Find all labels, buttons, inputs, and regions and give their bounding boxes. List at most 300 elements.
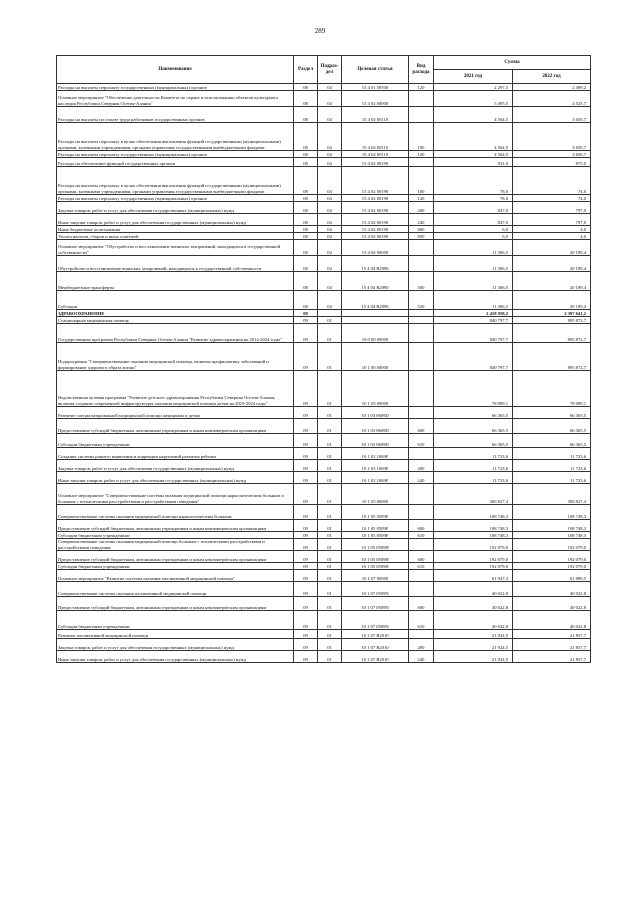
cell-podrazdel: 01 bbox=[318, 505, 342, 520]
cell-podrazdel: 04 bbox=[318, 226, 342, 233]
header-sum: Сумма bbox=[434, 56, 591, 70]
cell-v2022: 797,0 bbox=[513, 214, 591, 226]
cell-podrazdel: 01 bbox=[318, 639, 342, 651]
cell-statya: 10 1 07 0509N bbox=[342, 611, 409, 630]
cell-v2022: 78 089,1 bbox=[513, 371, 591, 407]
cell-name: Основное мероприятие "Обеспечение деятельности Комитета по охране и использованию объектов культурного наследия Республики Северная Осетия-Алания" bbox=[57, 91, 294, 107]
table-row bbox=[57, 597, 591, 611]
table-row bbox=[57, 563, 591, 570]
cell-statya: 15 4 04 00000 bbox=[342, 240, 409, 256]
cell-razdel: 09 bbox=[294, 460, 318, 472]
cell-name: Предоставление субсидий бюджетным, автономным учреждениям и иным некоммерческим организациям bbox=[57, 597, 294, 611]
cell-vid: 600 bbox=[409, 520, 434, 532]
cell-v2022: 66 365,5 bbox=[513, 434, 591, 448]
cell-statya: 10 1 03 0609D bbox=[342, 434, 409, 448]
cell-vid bbox=[409, 407, 434, 419]
table-row bbox=[57, 317, 591, 324]
cell-razdel: 09 bbox=[294, 597, 318, 611]
cell-v2022: 66 365,5 bbox=[513, 419, 591, 434]
cell-podrazdel: 04 bbox=[318, 123, 342, 151]
cell-razdel: 08 bbox=[294, 167, 318, 195]
cell-podrazdel: 01 bbox=[318, 317, 342, 324]
cell-podrazdel: 01 bbox=[318, 611, 342, 630]
cell-vid bbox=[409, 91, 434, 107]
cell-name: Основное мероприятие "Развитие системы оказания паллиативной медицинской помощи" bbox=[57, 570, 294, 582]
cell-statya: 15 4 02 00190 bbox=[342, 167, 409, 195]
cell-name: Расходы на выплаты персоналу государственных (муниципальных) органов bbox=[57, 195, 294, 202]
cell-razdel: 09 bbox=[294, 630, 318, 639]
cell-statya: 15 4 02 00000 bbox=[342, 91, 409, 107]
cell-v2022: 11 723,6 bbox=[513, 472, 591, 484]
cell-v2022: 20 189,4 bbox=[513, 272, 591, 291]
cell-v2021: 11 723,6 bbox=[434, 448, 513, 460]
cell-vid: 800 bbox=[409, 226, 434, 233]
cell-statya: 10 1 07 R2010 bbox=[342, 651, 409, 663]
cell-v2022: 11 723,6 bbox=[513, 448, 591, 460]
cell-v2021: 4 564,5 bbox=[434, 151, 513, 158]
table-row bbox=[57, 539, 591, 551]
cell-v2021: 192 079,0 bbox=[434, 551, 513, 563]
cell-statya: 15 4 02 00190 bbox=[342, 214, 409, 226]
cell-name: Иные закупки товаров, работ и услуг для обеспечения государственных (муниципальных) нужд bbox=[57, 214, 294, 226]
cell-razdel: 09 bbox=[294, 371, 318, 407]
cell-name: Развитие паллиативной медицинской помощи bbox=[57, 630, 294, 639]
cell-v2022: 4,0 bbox=[513, 226, 591, 233]
cell-vid bbox=[409, 240, 434, 256]
cell-v2021: 21 924,5 bbox=[434, 630, 513, 639]
table-row bbox=[57, 84, 591, 91]
budget-table bbox=[56, 55, 591, 663]
cell-v2022: 21 857,7 bbox=[513, 639, 591, 651]
cell-podrazdel: 01 bbox=[318, 520, 342, 532]
cell-vid bbox=[409, 107, 434, 123]
cell-vid bbox=[409, 371, 434, 407]
cell-v2022: 108 748,3 bbox=[513, 505, 591, 520]
table-row bbox=[57, 195, 591, 202]
cell-v2021: 6,0 bbox=[434, 233, 513, 240]
table-row bbox=[57, 407, 591, 419]
cell-statya: 10 1 03 1069F bbox=[342, 448, 409, 460]
cell-name: Предоставление субсидий бюджетным, автономным учреждениям и иным некоммерческим организациям bbox=[57, 419, 294, 434]
cell-statya: 10 1 03 0609D bbox=[342, 407, 409, 419]
cell-statya: 15 4 04 R2990 bbox=[342, 291, 409, 310]
table-row bbox=[57, 611, 591, 630]
table-row bbox=[57, 460, 591, 472]
cell-v2022: 3 650,7 bbox=[513, 107, 591, 123]
cell-v2022: 3 650,7 bbox=[513, 151, 591, 158]
cell-statya: 15 4 04 R2990 bbox=[342, 256, 409, 272]
cell-name: Иные бюджетные ассигнования bbox=[57, 226, 294, 233]
cell-vid: 200 bbox=[409, 460, 434, 472]
cell-vid bbox=[409, 448, 434, 460]
cell-podrazdel: 01 bbox=[318, 343, 342, 371]
table-row bbox=[57, 91, 591, 107]
cell-statya: 15 4 02 00110 bbox=[342, 151, 409, 158]
cell-v2022: 20 189,4 bbox=[513, 256, 591, 272]
cell-statya: 10 0 00 00000 bbox=[342, 324, 409, 343]
table-row bbox=[57, 419, 591, 434]
cell-v2021: 4 564,5 bbox=[434, 123, 513, 151]
cell-name: Закупка товаров, работ и услуг для обеспечения государственных (муниципальных) нужд bbox=[57, 639, 294, 651]
cell-v2022: 875,0 bbox=[513, 158, 591, 167]
table-row bbox=[57, 448, 591, 460]
table-row bbox=[57, 324, 591, 343]
cell-razdel: 09 bbox=[294, 551, 318, 563]
cell-v2022: 20 189,4 bbox=[513, 240, 591, 256]
cell-v2021: 300 827,4 bbox=[434, 484, 513, 505]
cell-v2022: 11 723,6 bbox=[513, 460, 591, 472]
cell-vid: 600 bbox=[409, 419, 434, 434]
cell-name: Предоставление субсидий бюджетным, автономным учреждениям и иным некоммерческим организациям bbox=[57, 551, 294, 563]
cell-vid: 520 bbox=[409, 291, 434, 310]
cell-vid: 610 bbox=[409, 563, 434, 570]
cell-v2022: 192 079,0 bbox=[513, 551, 591, 563]
table-row bbox=[57, 434, 591, 448]
cell-podrazdel: 01 bbox=[318, 563, 342, 570]
cell-name: Уплата налогов, сборов и иных платежей bbox=[57, 233, 294, 240]
cell-v2021: 108 748,3 bbox=[434, 520, 513, 532]
cell-v2022: 108 748,3 bbox=[513, 532, 591, 539]
cell-v2022: 3 650,7 bbox=[513, 123, 591, 151]
cell-razdel: 09 bbox=[294, 651, 318, 663]
table-row bbox=[57, 484, 591, 505]
cell-statya: 10 1 03 1069F bbox=[342, 472, 409, 484]
cell-v2021: 840 797,7 bbox=[434, 317, 513, 324]
cell-statya: 10 1 05 0509F bbox=[342, 520, 409, 532]
cell-vid bbox=[409, 343, 434, 371]
cell-podrazdel: 04 bbox=[318, 107, 342, 123]
cell-statya: 10 1 05 0509H bbox=[342, 551, 409, 563]
table-row bbox=[57, 151, 591, 158]
page-number: 289 bbox=[314, 27, 326, 35]
cell-v2021: 78,0 bbox=[434, 167, 513, 195]
cell-razdel: 09 bbox=[294, 419, 318, 434]
cell-v2021: 931,0 bbox=[434, 158, 513, 167]
cell-statya: 10 1 05 0509F bbox=[342, 532, 409, 539]
cell-name: Создание системы раннего выявления и коррекции нарушений развития ребенка bbox=[57, 448, 294, 460]
header-year-2022: 2022 год bbox=[513, 70, 591, 84]
table-row bbox=[57, 630, 591, 639]
cell-v2022: 21 857,7 bbox=[513, 651, 591, 663]
cell-statya: 10 1 07 R2010 bbox=[342, 639, 409, 651]
cell-v2022: 4 525,7 bbox=[513, 91, 591, 107]
cell-podrazdel: 04 bbox=[318, 84, 342, 91]
cell-vid: 240 bbox=[409, 472, 434, 484]
table-row bbox=[57, 551, 591, 563]
cell-razdel: 09 bbox=[294, 582, 318, 597]
cell-name: Межбюджетные трансферты bbox=[57, 272, 294, 291]
cell-podrazdel: 01 bbox=[318, 407, 342, 419]
cell-v2021: 108 748,3 bbox=[434, 505, 513, 520]
cell-v2021: 11 306,5 bbox=[434, 256, 513, 272]
cell-razdel: 09 bbox=[294, 310, 318, 317]
cell-v2022: 2 389,2 bbox=[513, 84, 591, 91]
table-row bbox=[57, 310, 591, 317]
cell-v2021: 847,0 bbox=[434, 214, 513, 226]
cell-v2021: 78 089,1 bbox=[434, 371, 513, 407]
cell-name: Государственная программа Республики Северная Осетия-Алания "Развитие здравоохранения на 2014-2024 годы" bbox=[57, 324, 294, 343]
cell-v2021: 40 022,8 bbox=[434, 582, 513, 597]
cell-name: Расходы на выплаты персоналу в целях обеспечения выполнения функций государственными (муниципальными) органами, казенными учреждениями, органами управления государственными внебюджетными фондами bbox=[57, 123, 294, 151]
cell-vid bbox=[409, 539, 434, 551]
cell-razdel: 09 bbox=[294, 520, 318, 532]
cell-razdel: 08 bbox=[294, 214, 318, 226]
cell-vid bbox=[409, 158, 434, 167]
cell-podrazdel: 01 bbox=[318, 539, 342, 551]
cell-name: Субсидии bbox=[57, 291, 294, 310]
table-row bbox=[57, 532, 591, 539]
cell-vid: 100 bbox=[409, 123, 434, 151]
cell-v2022: 895 872,7 bbox=[513, 343, 591, 371]
cell-v2022: 300 827,4 bbox=[513, 484, 591, 505]
table-row bbox=[57, 472, 591, 484]
cell-razdel: 08 bbox=[294, 195, 318, 202]
cell-v2021: 11 306,5 bbox=[434, 240, 513, 256]
cell-name: Расходы на выплаты персоналу государственных (муниципальных) органов bbox=[57, 84, 294, 91]
table-row bbox=[57, 240, 591, 256]
table-row bbox=[57, 343, 591, 371]
cell-v2021: 4 564,5 bbox=[434, 107, 513, 123]
cell-statya: 10 1 05 0509H bbox=[342, 563, 409, 570]
cell-name: Развитие специализированной медицинской помощи женщинам и детям bbox=[57, 407, 294, 419]
cell-statya: 15 4 02 00190 bbox=[342, 195, 409, 202]
cell-podrazdel: 04 bbox=[318, 272, 342, 291]
cell-razdel: 09 bbox=[294, 505, 318, 520]
cell-name: Ведомственная целевая программа "Развитие детского здравоохранения Республики Северная Осетия-Алания, включая создание современной инфраструктуры оказания медицинской помощи детям на 2019-2024 годы" bbox=[57, 371, 294, 407]
cell-v2022: 192 079,0 bbox=[513, 539, 591, 551]
cell-razdel: 09 bbox=[294, 434, 318, 448]
cell-v2021: 192 079,0 bbox=[434, 563, 513, 570]
cell-vid: 240 bbox=[409, 214, 434, 226]
cell-razdel: 08 bbox=[294, 107, 318, 123]
cell-statya: 10 1 07 0509N bbox=[342, 582, 409, 597]
table-row bbox=[57, 226, 591, 233]
cell-name: Расходы на обеспечение функций государственных органов bbox=[57, 158, 294, 167]
table-row bbox=[57, 158, 591, 167]
cell-vid: 600 bbox=[409, 597, 434, 611]
cell-razdel: 09 bbox=[294, 407, 318, 419]
cell-podrazdel: 01 bbox=[318, 434, 342, 448]
cell-podrazdel bbox=[318, 310, 342, 317]
cell-name: Закупка товаров, работ и услуг для обеспечения государственных (муниципальных) нужд bbox=[57, 202, 294, 214]
cell-v2022: 20 189,4 bbox=[513, 291, 591, 310]
cell-podrazdel: 04 bbox=[318, 91, 342, 107]
cell-podrazdel: 01 bbox=[318, 324, 342, 343]
table-row bbox=[57, 639, 591, 651]
cell-statya: 10 1 05 0509H bbox=[342, 539, 409, 551]
cell-statya: 10 1 03 00000 bbox=[342, 371, 409, 407]
cell-statya: 15 4 02 00110 bbox=[342, 107, 409, 123]
table-row bbox=[57, 651, 591, 663]
cell-v2021: 2 297,5 bbox=[434, 84, 513, 91]
cell-podrazdel: 04 bbox=[318, 214, 342, 226]
cell-v2022: 108 748,3 bbox=[513, 520, 591, 532]
cell-name: Подпрограмма "Совершенствование оказания медицинской помощи, включая профилактику заболеваний и формирование здорового образа жизни" bbox=[57, 343, 294, 371]
cell-vid bbox=[409, 324, 434, 343]
cell-vid bbox=[409, 317, 434, 324]
cell-statya: 15 4 02 00190 bbox=[342, 158, 409, 167]
cell-v2021: 40 022,8 bbox=[434, 597, 513, 611]
cell-statya: 10 1 05 00000 bbox=[342, 484, 409, 505]
table-row bbox=[57, 107, 591, 123]
cell-razdel: 09 bbox=[294, 324, 318, 343]
cell-statya: 15 4 02 00190 bbox=[342, 233, 409, 240]
cell-vid bbox=[409, 630, 434, 639]
cell-razdel: 09 bbox=[294, 563, 318, 570]
header-year-2021: 2021 год bbox=[434, 70, 513, 84]
cell-vid: 120 bbox=[409, 151, 434, 158]
cell-v2021: 66 365,5 bbox=[434, 434, 513, 448]
cell-podrazdel: 04 bbox=[318, 158, 342, 167]
cell-podrazdel: 01 bbox=[318, 448, 342, 460]
cell-v2021: 40 022,8 bbox=[434, 611, 513, 630]
cell-v2022: 895 872,7 bbox=[513, 317, 591, 324]
cell-v2022: 895 872,7 bbox=[513, 324, 591, 343]
cell-razdel: 08 bbox=[294, 202, 318, 214]
cell-v2021: 6,0 bbox=[434, 226, 513, 233]
cell-name: Расходы на выплаты персоналу государственных (муниципальных) органов bbox=[57, 151, 294, 158]
cell-podrazdel: 04 bbox=[318, 291, 342, 310]
cell-vid bbox=[409, 484, 434, 505]
cell-name: Расходы на выплаты по оплате труда работников государственных органов bbox=[57, 107, 294, 123]
cell-razdel: 08 bbox=[294, 151, 318, 158]
cell-razdel: 09 bbox=[294, 532, 318, 539]
cell-v2021: 61 947,3 bbox=[434, 570, 513, 582]
cell-podrazdel: 04 bbox=[318, 233, 342, 240]
cell-name: Иные закупки товаров, работ и услуг для обеспечения государственных (муниципальных) нужд bbox=[57, 651, 294, 663]
cell-razdel: 08 bbox=[294, 240, 318, 256]
cell-v2022: 74,0 bbox=[513, 195, 591, 202]
cell-v2022: 40 022,8 bbox=[513, 582, 591, 597]
cell-razdel: 08 bbox=[294, 256, 318, 272]
cell-podrazdel: 04 bbox=[318, 195, 342, 202]
cell-v2021: 11 306,5 bbox=[434, 272, 513, 291]
header-name: Наименование bbox=[57, 56, 294, 84]
cell-razdel: 09 bbox=[294, 484, 318, 505]
cell-v2021: 78,0 bbox=[434, 195, 513, 202]
cell-vid: 200 bbox=[409, 639, 434, 651]
header-subsection: Подраз-дел bbox=[318, 56, 342, 84]
cell-podrazdel: 01 bbox=[318, 651, 342, 663]
header-article: Целевая статья bbox=[342, 56, 409, 84]
cell-vid: 610 bbox=[409, 532, 434, 539]
cell-v2021: 66 365,5 bbox=[434, 419, 513, 434]
cell-v2022: 192 079,0 bbox=[513, 563, 591, 570]
cell-v2021: 847,0 bbox=[434, 202, 513, 214]
cell-v2021: 66 365,5 bbox=[434, 407, 513, 419]
cell-razdel: 09 bbox=[294, 448, 318, 460]
cell-v2022: 2 397 641,2 bbox=[513, 310, 591, 317]
cell-v2022: 21 857,7 bbox=[513, 630, 591, 639]
cell-v2022: 74,0 bbox=[513, 167, 591, 195]
cell-razdel: 09 bbox=[294, 343, 318, 371]
cell-vid bbox=[409, 505, 434, 520]
table-row bbox=[57, 582, 591, 597]
cell-podrazdel: 01 bbox=[318, 460, 342, 472]
table-row bbox=[57, 202, 591, 214]
cell-v2022: 40 022,8 bbox=[513, 611, 591, 630]
cell-vid: 120 bbox=[409, 84, 434, 91]
cell-podrazdel: 01 bbox=[318, 597, 342, 611]
cell-statya: 15 4 04 R2990 bbox=[342, 272, 409, 291]
cell-v2021: 108 748,3 bbox=[434, 532, 513, 539]
cell-razdel: 08 bbox=[294, 84, 318, 91]
cell-statya: 15 4 01 59500 bbox=[342, 84, 409, 91]
cell-razdel: 09 bbox=[294, 472, 318, 484]
cell-name: Иные закупки товаров, работ и услуг для обеспечения государственных (муниципальных) нужд bbox=[57, 472, 294, 484]
cell-vid: 850 bbox=[409, 233, 434, 240]
cell-name: Расходы на выплаты персоналу в целях обеспечения выполнения функций государственными (муниципальными) органами, казенными учреждениями, органами управления государственными внебюджетными фондами bbox=[57, 167, 294, 195]
cell-razdel: 09 bbox=[294, 570, 318, 582]
cell-vid: 500 bbox=[409, 272, 434, 291]
cell-razdel: 08 bbox=[294, 123, 318, 151]
cell-v2022: 66 365,5 bbox=[513, 407, 591, 419]
cell-podrazdel: 01 bbox=[318, 570, 342, 582]
table-row bbox=[57, 256, 591, 272]
table-row bbox=[57, 520, 591, 532]
header-expense-type: Вид расхода bbox=[409, 56, 434, 84]
table-row bbox=[57, 233, 591, 240]
table-row bbox=[57, 570, 591, 582]
table-row bbox=[57, 371, 591, 407]
table-row bbox=[57, 272, 591, 291]
cell-vid: 610 bbox=[409, 434, 434, 448]
cell-name: Закупка товаров, работ и услуг для обеспечения государственных (муниципальных) нужд bbox=[57, 460, 294, 472]
cell-v2021: 840 797,7 bbox=[434, 343, 513, 371]
cell-v2021: 11 723,6 bbox=[434, 460, 513, 472]
cell-podrazdel: 01 bbox=[318, 582, 342, 597]
cell-vid: 100 bbox=[409, 167, 434, 195]
cell-razdel: 08 bbox=[294, 158, 318, 167]
cell-statya bbox=[342, 310, 409, 317]
cell-podrazdel: 04 bbox=[318, 202, 342, 214]
cell-name: Субсидии бюджетным учреждениям bbox=[57, 532, 294, 539]
table-row bbox=[57, 167, 591, 195]
cell-v2022: 61 880,5 bbox=[513, 570, 591, 582]
cell-razdel: 09 bbox=[294, 639, 318, 651]
cell-vid bbox=[409, 570, 434, 582]
cell-v2021: 840 797,7 bbox=[434, 324, 513, 343]
cell-statya: 10 1 03 1069F bbox=[342, 460, 409, 472]
cell-v2021: 21 924,5 bbox=[434, 639, 513, 651]
cell-v2021: 21 924,5 bbox=[434, 651, 513, 663]
cell-name: Совершенствование системы оказания паллиативной медицинской помощи bbox=[57, 582, 294, 597]
header-section: Раздел bbox=[294, 56, 318, 84]
cell-statya: 10 1 00 00000 bbox=[342, 343, 409, 371]
cell-vid: 610 bbox=[409, 611, 434, 630]
cell-podrazdel: 04 bbox=[318, 256, 342, 272]
cell-vid: 120 bbox=[409, 195, 434, 202]
cell-name: Стационарная медицинская помощь bbox=[57, 317, 294, 324]
cell-v2021: 11 306,5 bbox=[434, 291, 513, 310]
table-row bbox=[57, 505, 591, 520]
cell-podrazdel: 04 bbox=[318, 167, 342, 195]
cell-name: Основное мероприятие "Обустройство и восстановление воинских захоронений, находящихся в государственной собственности" bbox=[57, 240, 294, 256]
cell-v2021: 2 418 958,2 bbox=[434, 310, 513, 317]
cell-name: Предоставление субсидий бюджетным, автономным учреждениям и иным некоммерческим организациям bbox=[57, 520, 294, 532]
cell-name: Субсидии бюджетным учреждениям bbox=[57, 563, 294, 570]
cell-statya: 10 1 07 R2010 bbox=[342, 630, 409, 639]
cell-vid bbox=[409, 256, 434, 272]
cell-razdel: 08 bbox=[294, 233, 318, 240]
cell-razdel: 08 bbox=[294, 91, 318, 107]
cell-name: Обустройство и восстановление воинских захоронений, находящихся в государственной собственности bbox=[57, 256, 294, 272]
cell-v2021: 192 079,0 bbox=[434, 539, 513, 551]
cell-statya: 15 4 02 00110 bbox=[342, 123, 409, 151]
table-row bbox=[57, 123, 591, 151]
cell-statya: 10 1 07 0509N bbox=[342, 597, 409, 611]
cell-statya: 10 1 03 0609D bbox=[342, 419, 409, 434]
